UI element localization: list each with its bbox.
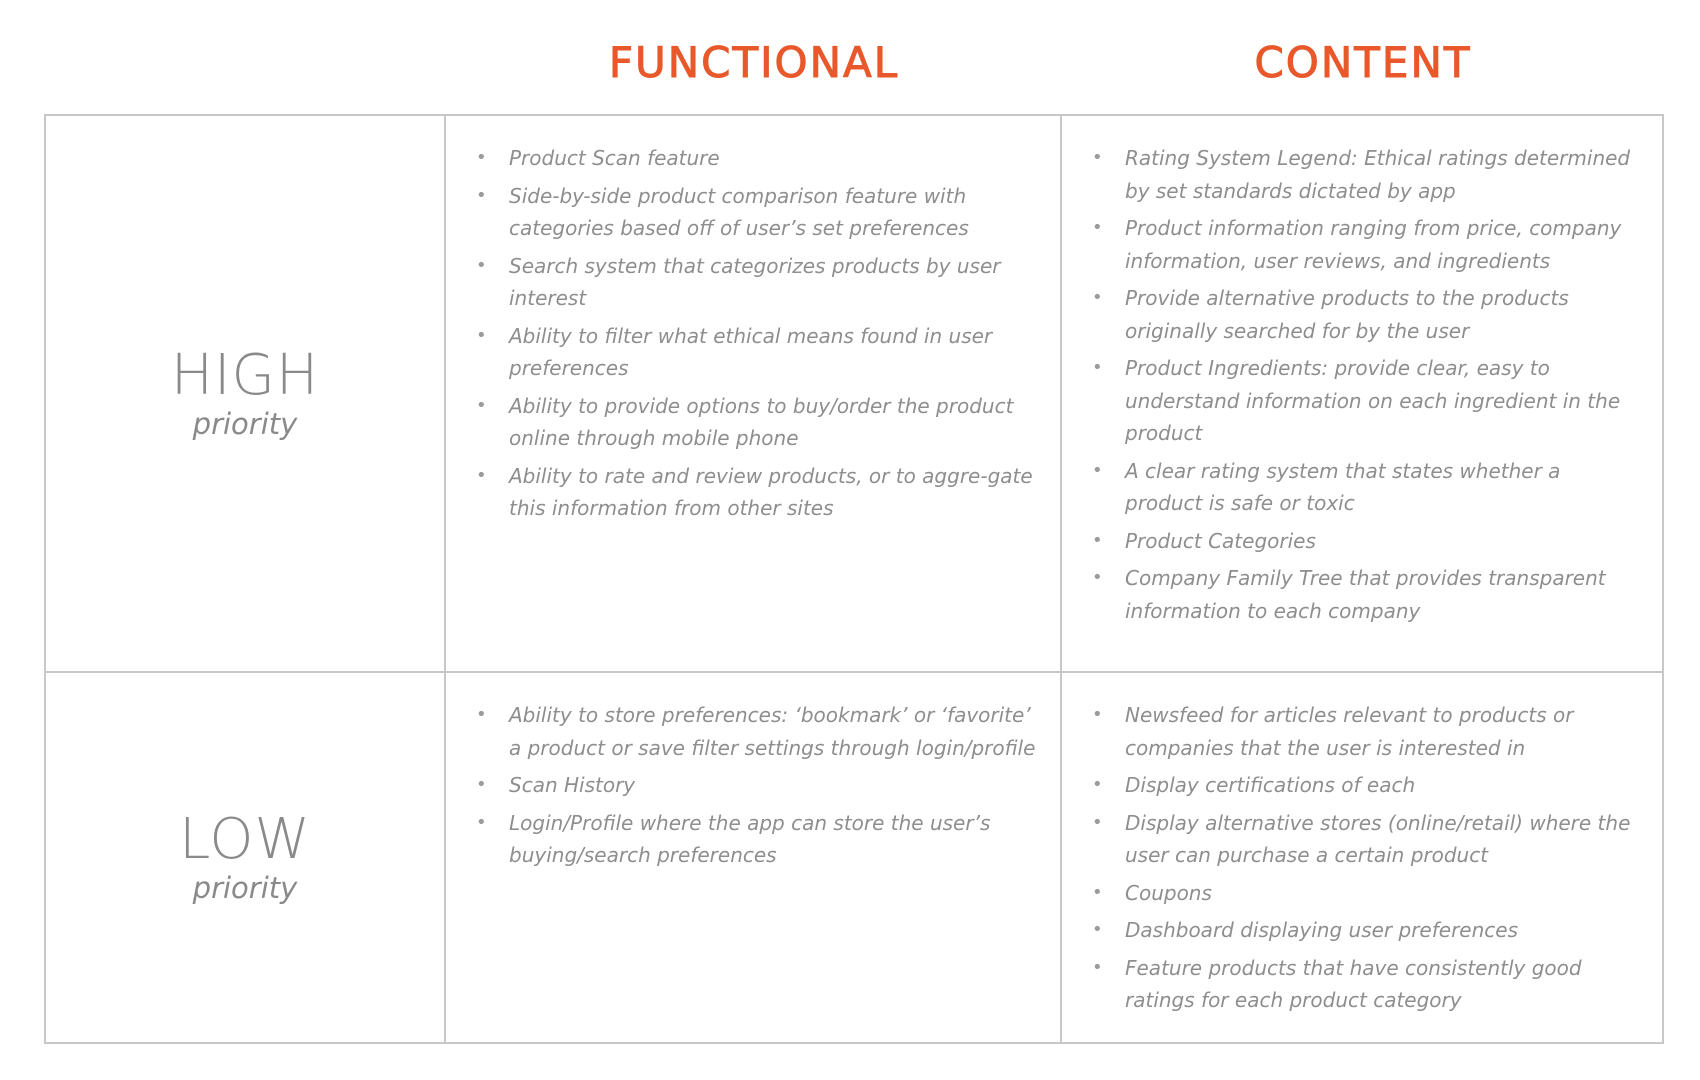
list-item xyxy=(476,180,1040,245)
bullet-icon: • xyxy=(476,394,487,416)
bullet-icon: • xyxy=(1092,147,1103,168)
list-item-text: Dashboard displaying user preferences xyxy=(1125,918,1518,942)
list-item xyxy=(1092,212,1642,277)
bullet-icon: • xyxy=(1092,357,1103,378)
list-item-text: Coupons xyxy=(1125,880,1212,905)
bullet-icon: • xyxy=(476,184,487,206)
bullet-icon: • xyxy=(1092,704,1103,725)
list-item xyxy=(476,142,1040,175)
bullet-icon: • xyxy=(476,464,487,486)
list-item-text: Product Categories xyxy=(1125,528,1316,553)
list-item xyxy=(476,250,1040,315)
list-item-text: Scan History xyxy=(509,773,636,797)
bullet-icon: • xyxy=(476,811,487,833)
bullet-icon: • xyxy=(476,147,487,168)
list-item-text: Ability to filter what ethical means found in user preferences xyxy=(509,323,993,380)
list-item-text: Search system that categorizes products by user interest xyxy=(509,253,1001,310)
list-item xyxy=(1092,525,1642,558)
list-item-text: Ability to store preferences: ‘bookmark’ or ‘favorite’ a product or save filter settings through login/profile xyxy=(509,703,1036,760)
bullet-icon: • xyxy=(476,254,487,276)
list-item-text: Provide alternative products to the products originally searched for by the user xyxy=(1125,286,1569,343)
list-item-text: Ability to provide options to buy/order the product online through mobile phone xyxy=(509,393,1014,450)
high-content-cell xyxy=(1062,116,1662,673)
list-item-text: Rating System Legend: Ethical ratings determined by set standards dictated by app xyxy=(1125,146,1631,203)
list-item xyxy=(476,807,1040,872)
high-functional-list xyxy=(476,142,1040,525)
list-item-text: Newsfeed for articles relevant to products or companies that the user is interested in xyxy=(1125,703,1574,760)
list-item-text: Login/Profile where the app can store the user’s buying/search preferences xyxy=(509,810,991,867)
priority-matrix xyxy=(44,114,1664,1044)
high-content-list xyxy=(1092,142,1642,627)
list-item xyxy=(1092,455,1642,520)
bullet-icon: • xyxy=(1092,811,1103,833)
low-priority-level: LOW xyxy=(179,806,311,872)
bullet-icon: • xyxy=(1092,774,1103,795)
bullet-icon: • xyxy=(1092,459,1103,481)
bullet-icon: • xyxy=(1092,567,1103,588)
list-item xyxy=(1092,352,1642,450)
list-item xyxy=(1092,952,1642,1017)
list-item xyxy=(1092,282,1642,347)
list-item-text: Product Scan feature xyxy=(509,146,720,170)
list-item xyxy=(476,390,1040,455)
list-item-text: Ability to rate and review products, or to aggre-gate this information from other sites xyxy=(509,463,1033,520)
list-item xyxy=(476,699,1040,764)
bullet-icon: • xyxy=(1092,919,1103,940)
list-item xyxy=(476,460,1040,525)
list-item xyxy=(1092,699,1642,764)
bullet-icon: • xyxy=(1092,217,1103,238)
list-item-text: Side-by-side product comparison feature with categories based off of user’s set preferences xyxy=(509,183,969,240)
list-item-text: Company Family Tree that provides transparent information to each company xyxy=(1125,566,1606,623)
list-item xyxy=(1092,769,1642,802)
list-item xyxy=(1092,914,1642,947)
high-priority-level: HIGH xyxy=(170,342,320,408)
low-functional-cell xyxy=(446,673,1062,1042)
low-priority-label-cell xyxy=(46,673,446,1042)
high-functional-cell xyxy=(446,116,1062,673)
list-item-text: A clear rating system that states whether a product is safe or toxic xyxy=(1125,458,1561,515)
list-item-text: Product Ingredients: provide clear, easy to understand information on each ingredient in the product xyxy=(1125,356,1621,445)
list-item xyxy=(1092,807,1642,872)
list-item-text: Display alternative stores (online/retail) where the user can purchase a certain product xyxy=(1125,810,1631,867)
low-content-list xyxy=(1092,699,1642,1017)
bullet-icon: • xyxy=(476,704,487,725)
list-item-text: Feature products that have consistently good ratings for each product category xyxy=(1125,955,1582,1012)
list-item xyxy=(1092,877,1642,910)
list-item-text: Product information ranging from price, company information, user reviews, and ingredients xyxy=(1125,216,1622,273)
bullet-icon: • xyxy=(1092,529,1103,551)
low-functional-list xyxy=(476,699,1040,872)
list-item xyxy=(476,769,1040,802)
high-priority-label-cell xyxy=(46,116,446,673)
list-item xyxy=(1092,562,1642,627)
functional-column-header: FUNCTIONAL xyxy=(608,38,900,87)
content-column-header: CONTENT xyxy=(1254,38,1472,87)
high-priority-sublabel: priority xyxy=(192,406,298,441)
bullet-icon: • xyxy=(476,324,487,346)
list-item-text: Display certifications of each xyxy=(1125,773,1416,797)
bullet-icon: • xyxy=(1092,881,1103,903)
low-priority-sublabel: priority xyxy=(192,870,298,905)
bullet-icon: • xyxy=(1092,287,1103,308)
bullet-icon: • xyxy=(476,774,487,795)
bullet-icon: • xyxy=(1092,956,1103,978)
low-content-cell xyxy=(1062,673,1662,1042)
list-item xyxy=(1092,142,1642,207)
list-item xyxy=(476,320,1040,385)
